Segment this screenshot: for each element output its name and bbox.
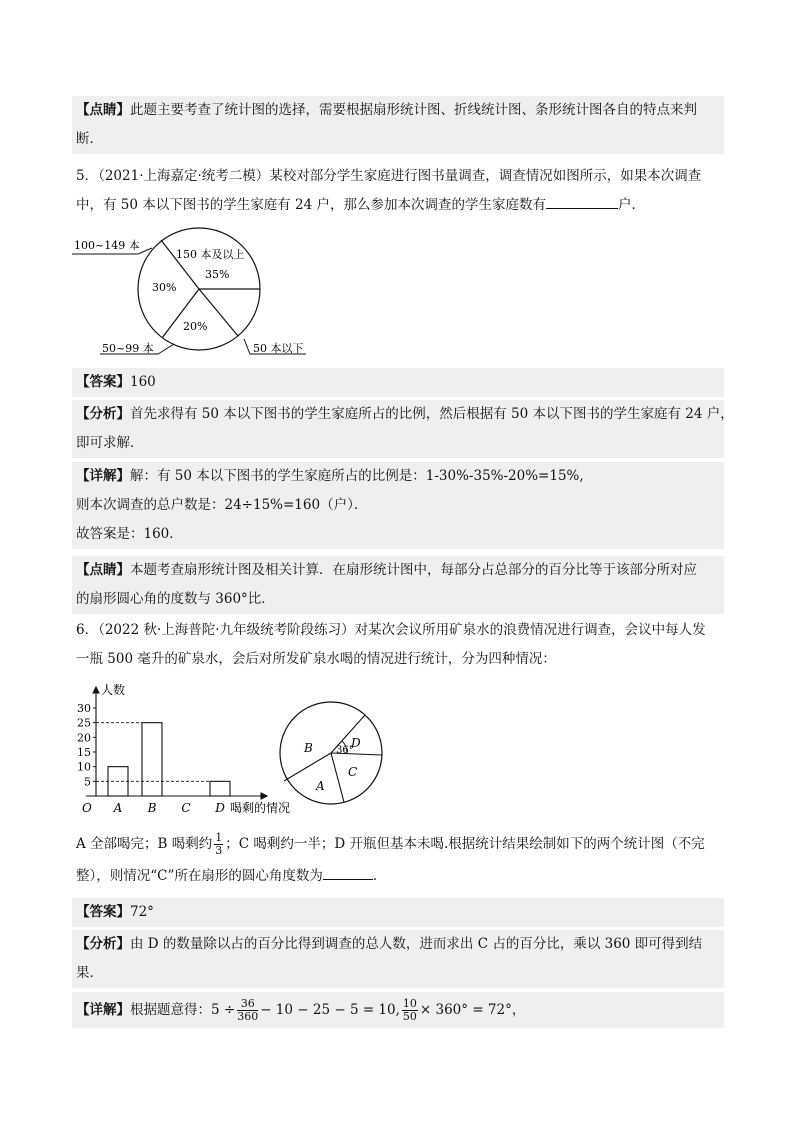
q6-line-4b: ．	[372, 868, 387, 884]
detail-tag: 【详解】	[76, 1002, 130, 1018]
q5-note-1: 本题考查扇形统计图及相关计算．在扇形统计图中，每部分占总部分的百分比等于该部分所对应	[130, 562, 697, 578]
note-block-q4	[72, 96, 724, 154]
note-text-1: 此题主要考查了统计图的选择，需要根据扇形统计图、折线统计图、条形统计图各自的特点来判	[130, 102, 697, 118]
q6-line-4	[76, 862, 720, 891]
q6-analysis-line-2: 果．	[76, 965, 103, 981]
q6-conditions	[72, 826, 724, 891]
frac-den: 50	[402, 1010, 417, 1023]
x-category-A: A	[113, 801, 123, 815]
answer-tag: 【答案】	[76, 904, 130, 920]
q5-detail-line-3: 故答案是：160．	[76, 526, 183, 542]
q6-analysis-1: 由 D 的数量除以占的百分比得到调查的总人数，进而求出 C 占的百分比，乘以 360 即可得到结	[130, 936, 703, 952]
q5-analysis-line-1	[76, 400, 734, 429]
q5-note-line-1	[76, 556, 720, 585]
y-tick-label: 30	[77, 702, 91, 715]
q6-detail-line	[76, 992, 720, 1028]
q6-analysis-line-1	[76, 930, 720, 959]
q5-line-2b: 户．	[618, 197, 646, 213]
note-text-2: 断．	[76, 131, 103, 147]
q6-answer-blank	[323, 865, 373, 880]
frac-num: 10	[402, 997, 417, 1010]
q5-note-line-2: 的扇形圆心角的度数与 360°比．	[76, 591, 275, 607]
q6-pie-label-c: C	[348, 765, 358, 779]
analysis-tag: 【分析】	[76, 936, 130, 952]
q6-line-3	[76, 826, 720, 862]
q5-answer: 160	[130, 374, 156, 390]
note-line-2	[76, 125, 720, 154]
y-tick-label: 10	[77, 760, 91, 774]
q6-fraction-36-360	[237, 998, 258, 1023]
x-axis-label: 喝剩的情况	[230, 801, 291, 815]
y-tick-label: 20	[77, 731, 91, 745]
q6-answer: 72°	[130, 904, 154, 920]
q6-answer-line	[76, 898, 720, 927]
answer-tag: 【答案】	[76, 374, 130, 390]
q5-pie-chart	[70, 228, 330, 360]
q5-answer-line	[76, 368, 720, 397]
q6-fraction-one-third	[214, 832, 223, 857]
q6-pie-label-d: D	[351, 736, 361, 750]
detail-tag: 【详解】	[76, 468, 130, 484]
q6-detail-a: 根据题意得：5 ÷	[130, 1002, 236, 1018]
q6-line-1: 6．（2022 秋·上海普陀·九年级统考阶段练习）对某次会议所用矿泉水的浪费情况进行调查，会议中每人发	[76, 622, 706, 638]
q5-label-100-149: 100~149 本	[74, 239, 140, 252]
note-tag: 【点睛】	[76, 562, 130, 578]
frac-den: 3	[215, 844, 223, 857]
q5-analysis-block	[72, 400, 734, 458]
bar-B	[142, 723, 162, 796]
q5-detail-1: 解：有 50 本以下图书的学生家庭所占的比例是：1-30%-35%-20%=15%,	[130, 468, 584, 484]
q5-label-under-50: 50 本以下	[253, 342, 304, 355]
frac-num: 1	[215, 831, 223, 844]
analysis-tag: 【分析】	[76, 406, 130, 422]
q6-pie-label-b: B	[304, 741, 313, 755]
note-tag: 【点睛】	[76, 102, 130, 118]
x-category-B: B	[147, 801, 157, 815]
q5-answer-block	[72, 368, 724, 397]
q5-analysis-line-2: 即可求解．	[76, 435, 144, 451]
x-category-C: C	[181, 801, 191, 815]
q5-line-2	[76, 191, 720, 220]
y-axis-label: 人数	[101, 683, 126, 697]
q5-note-block	[72, 556, 724, 614]
y-tick-label: 5	[84, 775, 91, 789]
y-tick-label: 15	[77, 746, 91, 759]
x-category-D: D	[215, 801, 225, 815]
q5-line-2a: 中，有 50 本以下图书的学生家庭有 24 户，那么参加本次调查的学生家庭数有	[76, 197, 547, 213]
q6-detail-block	[72, 992, 724, 1028]
q6-line-3a: A 全部喝完；B 喝剩约	[76, 836, 213, 852]
q6-fraction-10-50	[402, 998, 418, 1023]
q5-detail-line-1	[76, 462, 720, 491]
q6-pie-chart	[276, 698, 386, 808]
q5-label-50-99: 50~99 本	[102, 342, 154, 355]
question-5-stem	[72, 162, 724, 220]
q6-pie-label-a: A	[316, 779, 325, 793]
q5-answer-blank	[546, 194, 618, 209]
q5-pct-35: 35%	[205, 268, 230, 281]
frac-den: 360	[237, 1010, 259, 1023]
frac-num: 36	[237, 998, 258, 1011]
q5-label-150-plus: 150 本及以上	[176, 248, 245, 261]
q5-pct-30: 30%	[152, 281, 177, 294]
q5-pct-20: 20%	[183, 320, 208, 333]
bar-D	[210, 781, 230, 796]
q5-analysis-1: 首先求得有 50 本以下图书的学生家庭所占的比例，然后根据有 50 本以下图书的学生家庭有 24 户，	[130, 406, 734, 422]
q6-detail-c: × 360° = 72°，	[419, 1002, 526, 1018]
y-tick-label: 25	[77, 716, 91, 730]
q6-pie-angle: 36°	[336, 745, 354, 756]
note-line-1	[76, 96, 720, 125]
q6-line-3b: ；C 喝剩约一半；D 开瓶但基本未喝.根据统计结果绘制如下的两个统计图（不完	[225, 836, 705, 852]
q6-line-2: 一瓶 500 毫升的矿泉水，会后对所发矿泉水喝的情况进行统计，分为四种情况：	[76, 651, 556, 667]
q6-analysis-block	[72, 930, 724, 988]
q5-detail-line-2: 则本次调查的总户数是：24÷15%=160（户）．	[76, 497, 368, 513]
q6-bar-chart	[72, 680, 291, 820]
q6-answer-block	[72, 898, 724, 927]
q5-detail-block	[72, 462, 724, 549]
origin-label: O	[82, 801, 92, 815]
q6-line-4a: 整），则情况“C”所在扇形的圆心角度数为	[76, 868, 323, 884]
question-6-stem	[72, 616, 724, 674]
q6-detail-b: − 10 − 25 − 5 = 10,	[260, 1002, 400, 1018]
q5-line-1: 5．（2021·上海嘉定·统考二模）某校对部分学生家庭进行图书量调查，调查情况如图所示，如果本次调查	[76, 168, 702, 184]
